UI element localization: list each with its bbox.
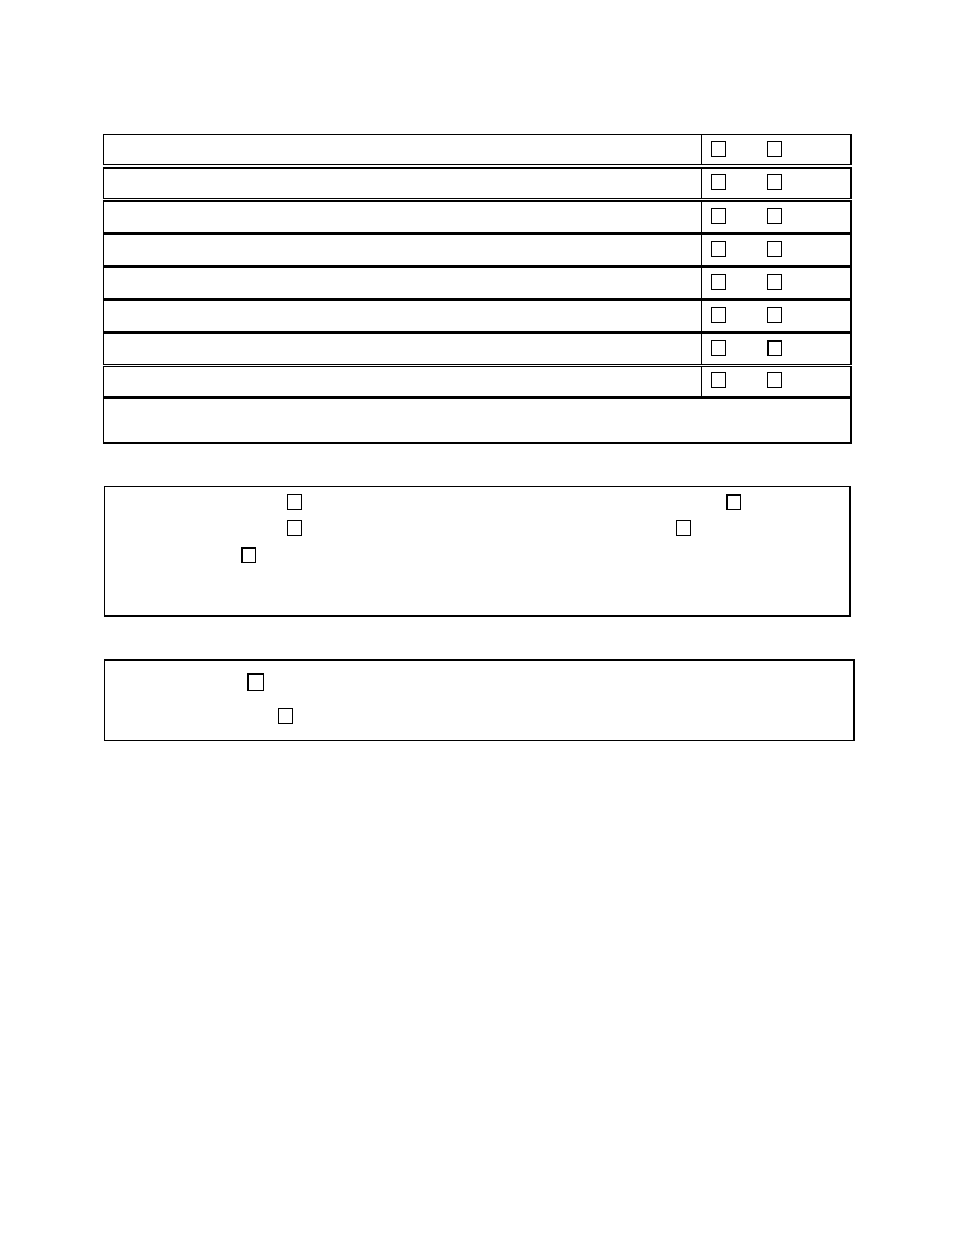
no-checkbox[interactable]	[767, 372, 782, 388]
column-divider	[701, 202, 702, 232]
no-checkbox[interactable]	[767, 208, 782, 224]
final-checkbox[interactable]	[278, 708, 293, 724]
checklist-row	[103, 366, 852, 397]
yes-checkbox[interactable]	[711, 340, 726, 356]
option-checkbox[interactable]	[726, 494, 741, 510]
yes-checkbox[interactable]	[711, 372, 726, 388]
yes-checkbox[interactable]	[711, 174, 726, 190]
checklist-row	[103, 167, 852, 199]
column-divider	[701, 367, 702, 396]
final-section	[104, 659, 855, 741]
checklist-row	[103, 200, 852, 233]
checklist-row	[103, 134, 852, 165]
no-checkbox[interactable]	[767, 174, 782, 190]
no-checkbox[interactable]	[767, 307, 782, 323]
yes-checkbox[interactable]	[711, 241, 726, 257]
checklist-row	[103, 299, 852, 332]
no-checkbox[interactable]	[767, 340, 782, 356]
final-checkbox[interactable]	[247, 673, 264, 691]
no-checkbox[interactable]	[767, 141, 782, 157]
checklist-row	[103, 266, 852, 299]
checklist-row	[103, 332, 852, 365]
column-divider	[701, 235, 702, 265]
no-checkbox[interactable]	[767, 274, 782, 290]
yes-checkbox[interactable]	[711, 141, 726, 157]
checklist-row	[103, 233, 852, 266]
column-divider	[701, 135, 702, 164]
column-divider	[701, 268, 702, 298]
yes-checkbox[interactable]	[711, 307, 726, 323]
column-divider	[701, 301, 702, 331]
options-section	[104, 486, 851, 617]
option-checkbox[interactable]	[287, 520, 302, 536]
option-checkbox[interactable]	[241, 547, 256, 563]
comments-field[interactable]	[103, 397, 852, 444]
yes-checkbox[interactable]	[711, 208, 726, 224]
no-checkbox[interactable]	[767, 241, 782, 257]
option-checkbox[interactable]	[676, 520, 691, 536]
column-divider	[701, 334, 702, 364]
yes-checkbox[interactable]	[711, 274, 726, 290]
option-checkbox[interactable]	[287, 494, 302, 510]
column-divider	[701, 169, 702, 198]
